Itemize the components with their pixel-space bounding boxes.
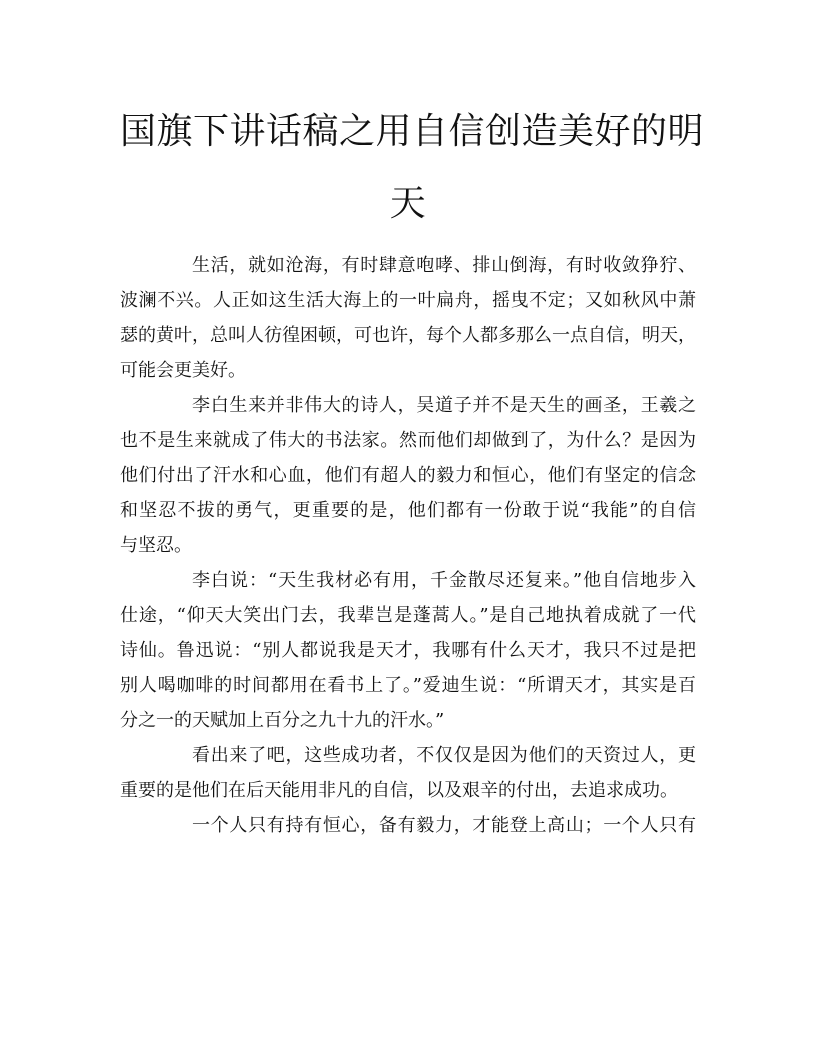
text-line: 重要的是他们在后天能用非凡的自信，以及艰辛的付出，去追求成功。 <box>120 780 678 801</box>
text-line: 看出来了吧，这些成功者，不仅仅是因为他们的天资过人，更 <box>192 745 696 766</box>
text-line: 诗仙。鲁迅说：“别人都说我是天才，我哪有什么天才，我只不过是把 <box>120 640 696 661</box>
paragraph <box>120 248 696 388</box>
title-line: 天 <box>389 183 427 224</box>
text-line: 波澜不兴。人正如这生活大海上的一叶扁舟，摇曳不定；又如秋风中萧 <box>120 290 696 311</box>
paragraph <box>120 563 696 738</box>
paragraph <box>120 808 696 843</box>
text-line: 生活，就如沧海，有时肆意咆哮、排山倒海，有时收敛狰狞、 <box>192 255 696 276</box>
paragraph <box>120 738 696 808</box>
text-line: 瑟的黄叶，总叫人彷徨困顿，可也许，每个人都多那么一点自信，明天， <box>120 325 696 346</box>
text-line: 也不是生来就成了伟大的书法家。然而他们却做到了，为什么？是因为 <box>120 430 696 451</box>
text-line: 他们付出了汗水和心血，他们有超人的毅力和恒心，他们有坚定的信念 <box>120 465 696 486</box>
document-title <box>120 96 705 240</box>
text-line: 与坚忍。 <box>120 535 192 556</box>
text-line: 李白生来并非伟大的诗人，吴道子并不是天生的画圣，王羲之 <box>192 395 696 416</box>
document-body <box>120 248 696 843</box>
text-line: 李白说：“天生我材必有用，千金散尽还复来。”他自信地步入 <box>192 570 696 591</box>
text-line: 分之一的天赋加上百分之九十九的汗水。” <box>120 710 445 731</box>
text-line: 仕途，“仰天大笑出门去，我辈岂是蓬蒿人。”是自己地执着成就了一代 <box>120 605 696 626</box>
paragraph <box>120 388 696 563</box>
text-line: 一个人只有持有恒心，备有毅力，才能登上高山；一个人只有 <box>192 815 696 836</box>
title-line: 国旗下讲话稿之用自信创造美好的明 <box>120 111 705 152</box>
text-line: 别人喝咖啡的时间都用在看书上了。”爱迪生说：“所谓天才，其实是百 <box>120 675 696 696</box>
text-line: 和坚忍不拔的勇气，更重要的是，他们都有一份敢于说“我能”的自信 <box>120 500 696 521</box>
text-line: 可能会更美好。 <box>120 360 246 381</box>
